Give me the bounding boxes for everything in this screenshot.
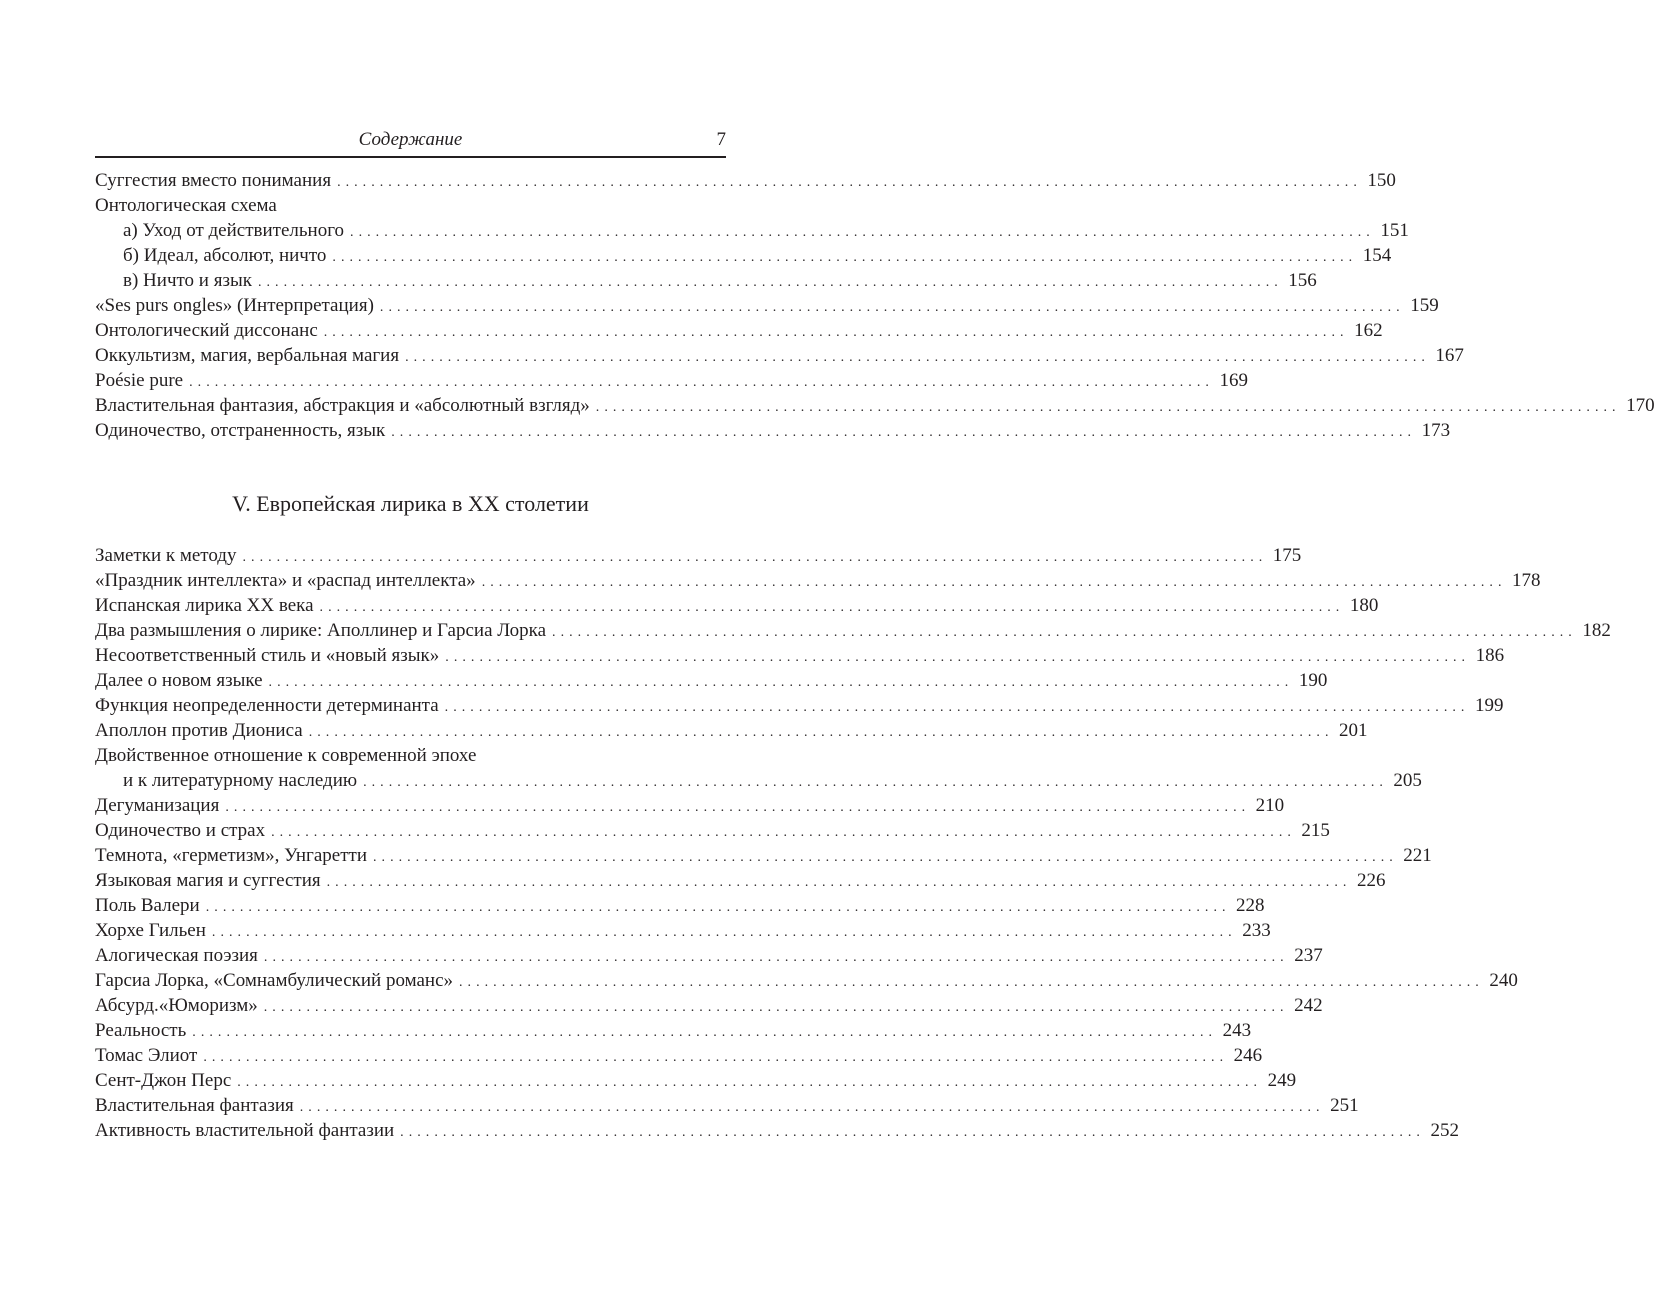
dot-leader: ........................................................................................................................ [192,1025,1218,1040]
toc-list-part2 [95,543,1611,1143]
toc-entry-title: Активность властительной фантазии [95,1120,395,1141]
dot-leader: ........................................................................................................................ [337,175,1362,190]
toc-entry-title: Несоответственный стиль и «новый язык» [95,645,440,666]
toc-entry-title: Абсурд.«Юморизм» [95,995,258,1016]
toc-entry-page: 167 [1435,345,1464,366]
toc-entry-page: 199 [1474,695,1504,716]
toc-entry [95,1043,1263,1068]
toc-entry-page: 154 [1362,245,1392,266]
dot-leader: ........................................................................................................................ [332,250,1358,265]
toc-entry-page: 240 [1489,970,1518,991]
toc-entry-page: 233 [1242,920,1271,941]
toc-entry-title: Испанская лирика XX века [95,595,314,616]
toc-entry-page: 169 [1219,370,1248,391]
dot-leader: ........................................................................................................................ [242,550,1268,565]
toc-entry-page: 170 [1626,395,1655,416]
toc-entry-page: 190 [1298,670,1328,691]
dot-leader: ........................................................................................................................ [308,725,1334,740]
toc-entry-title: Одиночество и страх [95,820,266,841]
toc-entry-page: 221 [1403,845,1432,866]
toc-entry-page: 237 [1294,945,1323,966]
toc-entry-page: 226 [1356,870,1386,891]
toc-entry-title: Дегуманизация [95,795,220,816]
dot-leader: ........................................................................................................................ [350,225,1375,240]
toc-entry-title: Властительная фантазия, абстракция и «абсолютный взгляд» [95,395,590,416]
dot-leader: ........................................................................................................................ [203,1050,1229,1065]
toc-entry [95,1118,1459,1143]
toc-entry [95,818,1330,843]
toc-entry-title: в) Ничто и язык [123,270,252,291]
toc-entry [95,868,1386,893]
dot-leader: ........................................................................................................................ [189,375,1214,390]
toc-entry-title: а) Уход от действительного [123,220,345,241]
toc-entry-page: 228 [1236,895,1265,916]
toc-entry-title: Томас Элиот [95,1045,198,1066]
toc-entry [95,293,1439,318]
dot-leader: ........................................................................................................................ [326,875,1352,890]
toc-entry [95,543,1302,568]
toc-entry [95,393,1655,418]
toc-entry-title: б) Идеал, абсолют, ничто [123,245,327,266]
dot-leader: ........................................................................................................................ [271,825,1296,840]
toc-entry [95,643,1505,668]
page-number: 7 [716,129,726,150]
toc-entry-title: Сент-Джон Перс [95,1070,232,1091]
dot-leader: ........................................................................................................................ [391,425,1417,440]
toc-entry-page: 246 [1233,1045,1263,1066]
toc-list-part1 [95,168,1655,443]
toc-entry [95,843,1432,868]
toc-entry-page: 159 [1410,295,1439,316]
dot-leader: ........................................................................................................................ [299,1100,1325,1115]
toc-entry-title: Реальность [95,1020,187,1041]
dot-leader: ........................................................................................................................ [363,775,1388,790]
toc-entry-page: 186 [1475,645,1505,666]
toc-entry-title: Гарсиа Лорка, «Сомнамбулический романс» [95,970,454,991]
toc-entry-page: 201 [1339,720,1368,741]
dot-leader: ........................................................................................................................ [268,675,1294,690]
toc-entry [95,268,1317,293]
toc-entry-title: Хорхе Гильен [95,920,206,941]
toc-entry-title: Двойственное отношение к современной эпохе [95,745,477,766]
toc-entry-title: и к литературному наследию [123,770,358,791]
dot-leader: ........................................................................................................................ [459,975,1484,990]
dot-leader: ........................................................................................................................ [400,1125,1425,1140]
toc-entry [95,1093,1359,1118]
toc-entry-title: «Праздник интеллекта» и «распад интеллекта» [95,570,476,591]
toc-entry-title: Властительная фантазия [95,1095,294,1116]
toc-entry [95,693,1504,718]
toc-entry-page: 156 [1288,270,1317,291]
toc-entry-page: 210 [1255,795,1285,816]
toc-entry-title: Два размышления о лирике: Аполлинер и Гарсиа Лорка [95,620,547,641]
toc-entry-title: Poésie pure [95,370,184,391]
toc-entry [95,168,1396,193]
dot-leader: ........................................................................................................................ [444,700,1470,715]
toc-entry-title: Языковая магия и суггестия [95,870,321,891]
toc-entry-page: 251 [1330,1095,1359,1116]
toc-entry [95,318,1383,343]
toc-entry-title: Аполлон против Диониса [95,720,303,741]
dot-leader: ........................................................................................................................ [595,400,1621,415]
toc-entry [95,743,726,768]
dot-leader: ........................................................................................................................ [225,800,1251,815]
toc-entry [95,193,726,218]
toc-entry [95,993,1323,1018]
toc-entry [95,918,1271,943]
toc-entry [95,368,1248,393]
dot-leader: ........................................................................................................................ [237,1075,1263,1090]
toc-entry [95,793,1285,818]
dot-leader: ........................................................................................................................ [211,925,1237,940]
toc-entry-title: Суггестия вместо понимания [95,170,332,191]
toc-entry-title: Функция неопределенности детерминанта [95,695,439,716]
dot-leader: ........................................................................................................................ [263,1000,1289,1015]
dot-leader: ........................................................................................................................ [481,575,1507,590]
toc-entry-title: Онтологическая схема [95,195,277,216]
dot-leader: ........................................................................................................................ [257,275,1283,290]
toc-entry-page: 205 [1393,770,1422,791]
dot-leader: ........................................................................................................................ [379,300,1405,315]
toc-entry-page: 252 [1430,1120,1459,1141]
toc-entry-page: 175 [1272,545,1302,566]
toc-entry [95,418,1451,443]
toc-entry-page: 150 [1367,170,1396,191]
toc-entry-page: 173 [1421,420,1451,441]
toc-entry-page: 151 [1380,220,1409,241]
toc-entry-title: Онтологический диссонанс [95,320,318,341]
running-header [95,128,726,158]
toc-entry [95,668,1328,693]
toc-entry-page: 180 [1349,595,1379,616]
dot-leader: ........................................................................................................................ [263,950,1289,965]
dot-leader: ........................................................................................................................ [319,600,1345,615]
toc-entry [95,1018,1252,1043]
toc-entry-title: Алогическая поэзия [95,945,258,966]
toc-entry [95,568,1541,593]
toc-entry [95,968,1518,993]
toc-entry-page: 243 [1222,1020,1252,1041]
dot-leader: ........................................................................................................................ [405,350,1430,365]
dot-leader: ........................................................................................................................ [372,850,1398,865]
toc-entry-title: Заметки к методу [95,545,237,566]
toc-entry-page: 215 [1301,820,1330,841]
toc-entry [95,243,1392,268]
running-title: Содержание [358,129,463,150]
toc-entry [95,943,1323,968]
toc-entry-title: Поль Валери [95,895,200,916]
toc-entry-page: 182 [1582,620,1611,641]
toc-entry [95,593,1379,618]
toc-entry [95,218,1409,243]
toc-entry-title: Темнота, «герметизм», Унгаретти [95,845,367,866]
toc-entry [95,618,1611,643]
toc-entry-page: 178 [1512,570,1541,591]
toc-entry [95,893,1265,918]
toc-entry [95,718,1368,743]
toc-entry [95,1068,1297,1093]
dot-leader: ........................................................................................................................ [445,650,1471,665]
toc-entry-page: 242 [1294,995,1323,1016]
toc-entry-title: Оккультизм, магия, вербальная магия [95,345,400,366]
dot-leader: ........................................................................................................................ [205,900,1231,915]
dot-leader: ........................................................................................................................ [323,325,1349,340]
toc-entry-title: Одиночество, отстраненность, язык [95,420,386,441]
toc-entry-page: 249 [1267,1070,1297,1091]
toc-entry-title: Далее о новом языке [95,670,263,691]
toc-entry [95,768,1422,793]
toc-entry-title: «Ses purs ongles» (Интерпретация) [95,295,374,316]
toc-entry [95,343,1464,368]
section-heading: V. Европейская лирика в XX столетии [232,491,589,516]
toc-entry-page: 162 [1354,320,1383,341]
dot-leader: ........................................................................................................................ [552,625,1577,640]
